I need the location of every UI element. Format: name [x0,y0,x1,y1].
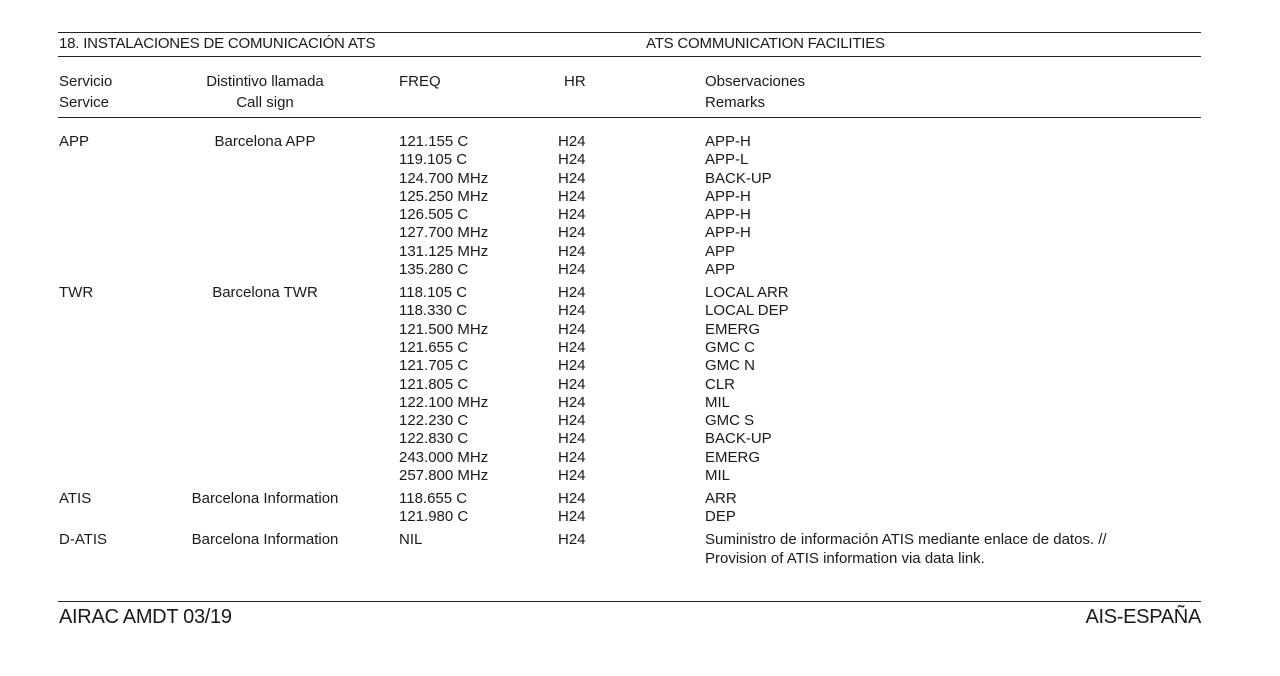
hours-value: H24 [558,490,586,508]
remark-value: LOCAL DEP [705,302,789,320]
hours-value: H24 [558,467,586,485]
remark-value: APP-H [705,187,751,205]
title-rule [58,56,1201,57]
frequency-cell [399,490,468,527]
hours-value: H24 [558,187,586,205]
header-rule [58,117,1201,118]
remark-value: MIL [705,393,731,411]
remark-value: APP-H [705,133,751,150]
remark-value: BACK-UP [705,169,772,187]
header-hr-label: HR [564,73,586,90]
remark-value: APP [705,261,736,279]
section-title-en: ATS COMMUNICATION FACILITIES [646,35,885,52]
hours-value: H24 [558,338,586,356]
frequency-value: 118.330 C [399,302,468,320]
table-row-group [0,284,1280,485]
remark-value: GMC N [705,357,755,375]
hours-value: H24 [558,224,586,242]
frequency-value: 118.105 C [399,284,468,302]
header-remarks-en: Remarks [705,94,766,111]
frequency-value: 126.505 C [399,206,469,224]
frequency-value: 124.700 MHz [399,169,489,187]
frequency-value: 243.000 MHz [399,448,489,466]
remark-value: EMERG [705,448,761,466]
hours-value: H24 [558,508,586,526]
hours-value: H24 [558,151,586,169]
remarks-cell [705,531,1107,568]
frequency-value: 121.805 C [399,375,469,393]
hours-value: H24 [558,393,586,411]
hours-value: H24 [558,375,586,393]
frequency-value: 122.100 MHz [399,393,489,411]
frequency-value: 121.705 C [399,357,469,375]
remark-value: EMERG [705,320,761,338]
section-title-es: 18. INSTALACIONES DE COMUNICACIÓN ATS [59,35,376,52]
hours-value: H24 [558,206,586,224]
frequency-value: 121.500 MHz [399,320,489,338]
hours-value: H24 [558,412,586,430]
remark-value: APP-H [705,224,751,242]
footer-rule [58,601,1201,602]
call-sign-cell: Barcelona Information [191,490,339,508]
frequency-value: 118.655 C [399,490,468,508]
remark-value: Provision of ATIS information via data link. [705,549,985,567]
header-remarks-es: Observaciones [705,73,806,90]
service-cell: ATIS [59,490,92,508]
hours-value: H24 [558,357,586,375]
header-call-sign-es: Distintivo llamada [206,73,324,90]
frequency-value: 121.155 C [399,133,469,150]
hours-cell [558,531,586,549]
hours-value: H24 [558,169,586,187]
remark-value: LOCAL ARR [705,284,789,302]
hours-value: H24 [558,261,586,279]
frequency-value: 131.125 MHz [399,242,489,260]
header-service [59,71,112,113]
frequency-cell [399,133,488,279]
table-row-group [0,531,1280,568]
remarks-cell [705,133,772,279]
remark-value: DEP [705,508,736,526]
hours-value: H24 [558,448,586,466]
service-cell: D-ATIS [59,531,108,549]
remarks-cell [705,490,737,527]
footer-publisher: AIS-ESPAÑA [1085,606,1201,628]
top-rule [58,32,1201,33]
remark-value: GMC S [705,412,755,430]
remark-value: GMC C [705,338,755,356]
header-remarks [705,71,805,113]
frequency-value: NIL [399,531,423,549]
header-call-sign [206,71,324,113]
frequency-cell [399,284,488,485]
header-freq-label: FREQ [399,73,441,90]
header-service-es: Servicio [59,73,113,90]
frequency-value: 127.700 MHz [399,224,489,242]
hours-value: H24 [558,531,586,549]
frequency-value: 257.800 MHz [399,467,489,485]
call-sign-cell: Barcelona Information [191,531,339,549]
remark-value: CLR [705,375,736,393]
hours-cell [558,284,586,485]
footer-airac-amendment: AIRAC AMDT 03/19 [59,606,232,628]
frequency-value: 122.230 C [399,412,469,430]
hours-value: H24 [558,302,586,320]
table-row-group [0,133,1280,279]
hours-value: H24 [558,430,586,448]
call-sign-cell: Barcelona TWR [212,284,318,302]
frequency-value: 121.980 C [399,508,469,526]
frequency-value: 135.280 C [399,261,469,279]
header-call-sign-en: Call sign [236,94,294,111]
frequency-cell [399,531,422,549]
hours-cell [558,133,586,279]
remark-value: ARR [705,490,737,508]
remarks-cell [705,284,789,485]
hours-value: H24 [558,320,586,338]
remark-value: APP-H [705,206,751,224]
call-sign-cell: Barcelona APP [214,133,316,150]
hours-value: H24 [558,133,586,150]
service-cell: TWR [59,284,94,302]
hours-cell [558,490,586,527]
remark-value: BACK-UP [705,430,772,448]
table-row-group [0,490,1280,527]
remark-value: APP-L [705,151,749,169]
frequency-value: 119.105 C [399,151,468,169]
remark-value: APP [705,242,736,260]
hours-value: H24 [558,284,586,302]
header-freq [399,71,441,92]
frequency-value: 122.830 C [399,430,469,448]
frequency-value: 125.250 MHz [399,187,489,205]
remark-value: Suministro de información ATIS mediante enlace de datos. // [705,531,1107,549]
remark-value: MIL [705,467,731,485]
header-hr [564,71,586,92]
service-cell: APP [59,133,90,150]
hours-value: H24 [558,242,586,260]
frequency-value: 121.655 C [399,338,469,356]
header-service-en: Service [59,94,110,111]
